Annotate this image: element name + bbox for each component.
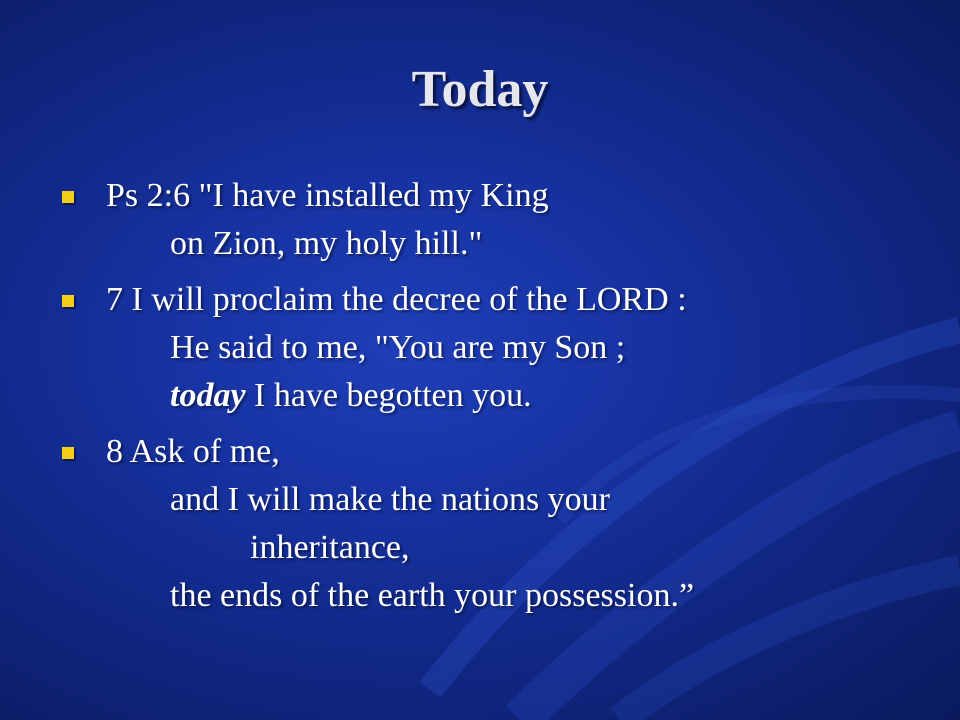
- bullet-line: 8 Ask of me,: [106, 433, 280, 470]
- bullet-item: [60, 172, 940, 268]
- square-bullet-icon: [62, 295, 74, 307]
- bullet-line: on Zion, my holy hill.": [170, 225, 483, 262]
- bullet-line: [106, 372, 940, 420]
- bullet-list: [60, 172, 940, 628]
- square-bullet-icon: [62, 447, 74, 459]
- bullet-item: [60, 428, 940, 620]
- square-bullet-icon: [62, 191, 74, 203]
- bullet-line-rest: I have begotten you.: [245, 377, 532, 414]
- bullet-line: 7 I will proclaim the decree of the LORD :: [106, 281, 687, 318]
- bullet-line: He said to me, "You are my Son ;: [170, 329, 626, 366]
- bullet-line: and I will make the nations your: [170, 481, 611, 518]
- bullet-line: inheritance,: [250, 529, 410, 566]
- slide-title: Today: [411, 61, 549, 118]
- emphasis-word: today: [170, 377, 246, 414]
- bullet-line: the ends of the earth your possession.”: [170, 577, 695, 614]
- bullet-line: Ps 2:6 "I have installed my King: [106, 177, 549, 214]
- bullet-item: [60, 276, 940, 420]
